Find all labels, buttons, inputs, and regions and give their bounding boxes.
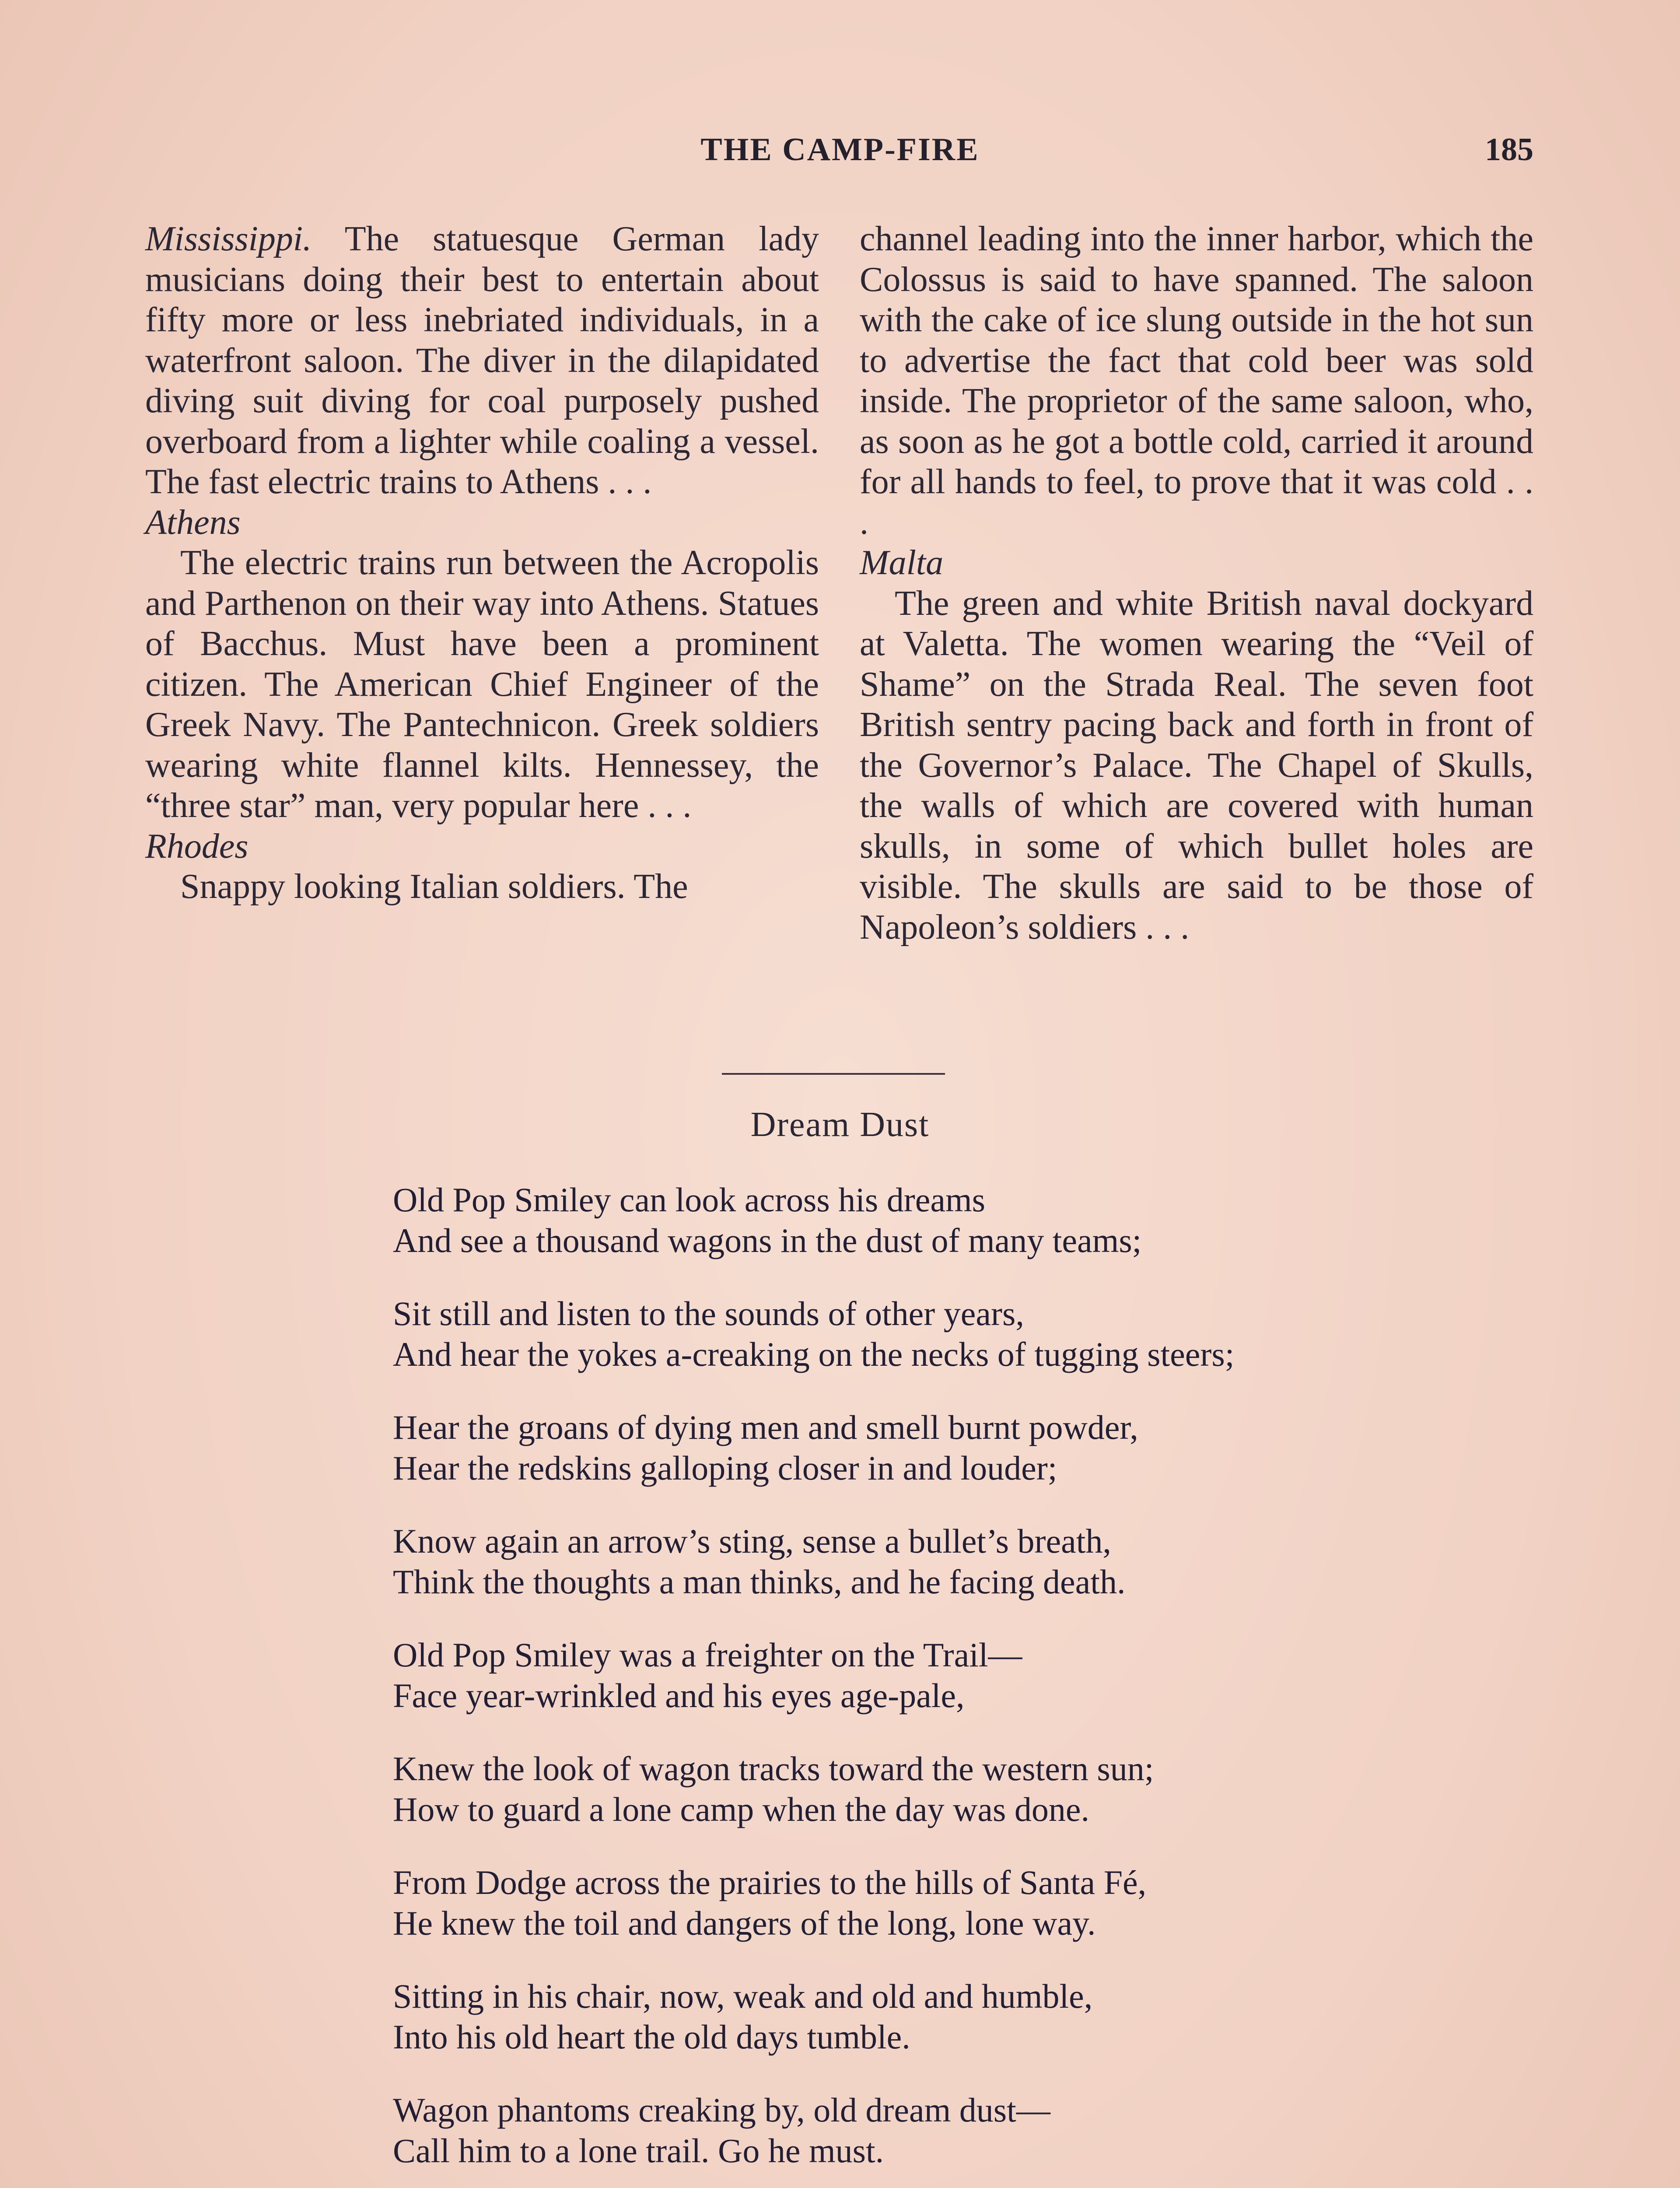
malta-paragraph: The green and white British naval dockyard at Valetta. The women wearing the “Veil of Shame” on the Strada Real. The seven foot British sentry pacing back and forth in front of the Governor’s Palace. The Chapel of Skulls, the walls of which are covered with human skulls, in some of which bullet holes are visible. The skulls are said to be those of Napoleon’s soldiers . . .	[860, 584, 1533, 947]
malta-heading: Malta	[860, 543, 944, 582]
mississippi-text: The statuesque German lady musicians doing their best to entertain about fifty more or less inebriated individuals, in a waterfront saloon. The diver in the dilapidated diving suit diving for coal purposely pushed overboard from a lighter while coaling a vessel. The fast electric trains to Athens . . .	[145, 220, 819, 501]
poem-line: Old Pop Smiley was a freighter on the Trail—	[393, 1636, 1022, 1674]
page-number: 185	[1485, 132, 1533, 168]
poem-line: Face year-wrinkled and his eyes age-pale,	[393, 1676, 965, 1715]
poem-line: Hear the groans of dying men and smell burnt powder,	[393, 1408, 1138, 1446]
poem-stanza	[393, 1293, 1487, 1375]
mississippi-paragraph	[145, 219, 819, 502]
poem-stanza	[393, 1521, 1487, 1602]
poem-stanza	[393, 2090, 1487, 2171]
rhodes-continued-paragraph: channel leading into the inner harbor, which the Colossus is said to have spanned. The saloon with the cake of ice slung outside in the hot sun to advertise the fact that cold beer was sold inside. The proprietor of the same saloon, who, as soon as he got a bottle cold, carried it around for all hands to feel, to prove that it was cold . . .	[860, 220, 1533, 542]
poem-line: Old Pop Smiley can look across his dreams	[393, 1181, 985, 1219]
poem-stanza	[393, 1862, 1487, 1943]
athens-paragraph: The electric trains run between the Acropolis and Parthenon on their way into Athens. Statues of Bacchus. Must have been a prominent citizen. The American Chief Engineer of the Greek Navy. The Pantechnicon. Greek soldiers wearing white flannel kilts. Hennessey, the “three star” man, very popular here . . .	[145, 543, 819, 825]
rhodes-paragraph: Snappy looking Italian soldiers. The	[180, 867, 688, 906]
poem-title: Dream Dust	[750, 1105, 930, 1144]
poem-body	[393, 1179, 1487, 2188]
poem-stanza	[393, 1179, 1487, 1261]
poem-line: And see a thousand wagons in the dust of many teams;	[393, 1221, 1142, 1259]
poem-line: Knew the look of wagon tracks toward the western sun;	[393, 1750, 1154, 1788]
poem-stanza	[393, 1748, 1487, 1830]
poem-line: Call him to a lone trail. Go he must.	[393, 2132, 884, 2170]
section-divider	[722, 1073, 945, 1075]
poem-line: How to guard a lone camp when the day was done.	[393, 1790, 1090, 1828]
mississippi-heading: Mississippi.	[145, 220, 312, 258]
poem-line: Think the thoughts a man thinks, and he facing death.	[393, 1563, 1126, 1601]
left-column	[145, 219, 819, 907]
right-column	[860, 219, 1533, 947]
poem-line: He knew the toil and dangers of the long, lone way.	[393, 1904, 1096, 1942]
poem-line: Sitting in his chair, now, weak and old and humble,	[393, 1977, 1093, 2015]
poem-line: Sit still and listen to the sounds of other years,	[393, 1294, 1024, 1332]
poem-line: From Dodge across the prairies to the hills of Santa Fé,	[393, 1863, 1147, 1901]
page-header	[0, 131, 1680, 179]
poem-stanza	[393, 1634, 1487, 1716]
rhodes-heading: Rhodes	[145, 827, 248, 866]
poem-stanza	[393, 1407, 1487, 1488]
running-title: THE CAMP-FIRE	[700, 132, 980, 168]
poem-line: Hear the redskins galloping closer in and louder;	[393, 1449, 1057, 1487]
poem-line: Know again an arrow’s sting, sense a bullet’s breath,	[393, 1522, 1111, 1560]
athens-heading: Athens	[145, 503, 241, 542]
poem-line: Into his old heart the old days tumble.	[393, 2018, 910, 2056]
poem-stanza	[393, 1976, 1487, 2057]
poem-line: Wagon phantoms creaking by, old dream dust—	[393, 2091, 1050, 2129]
poem-line: And hear the yokes a-creaking on the necks of tugging steers;	[393, 1335, 1235, 1373]
